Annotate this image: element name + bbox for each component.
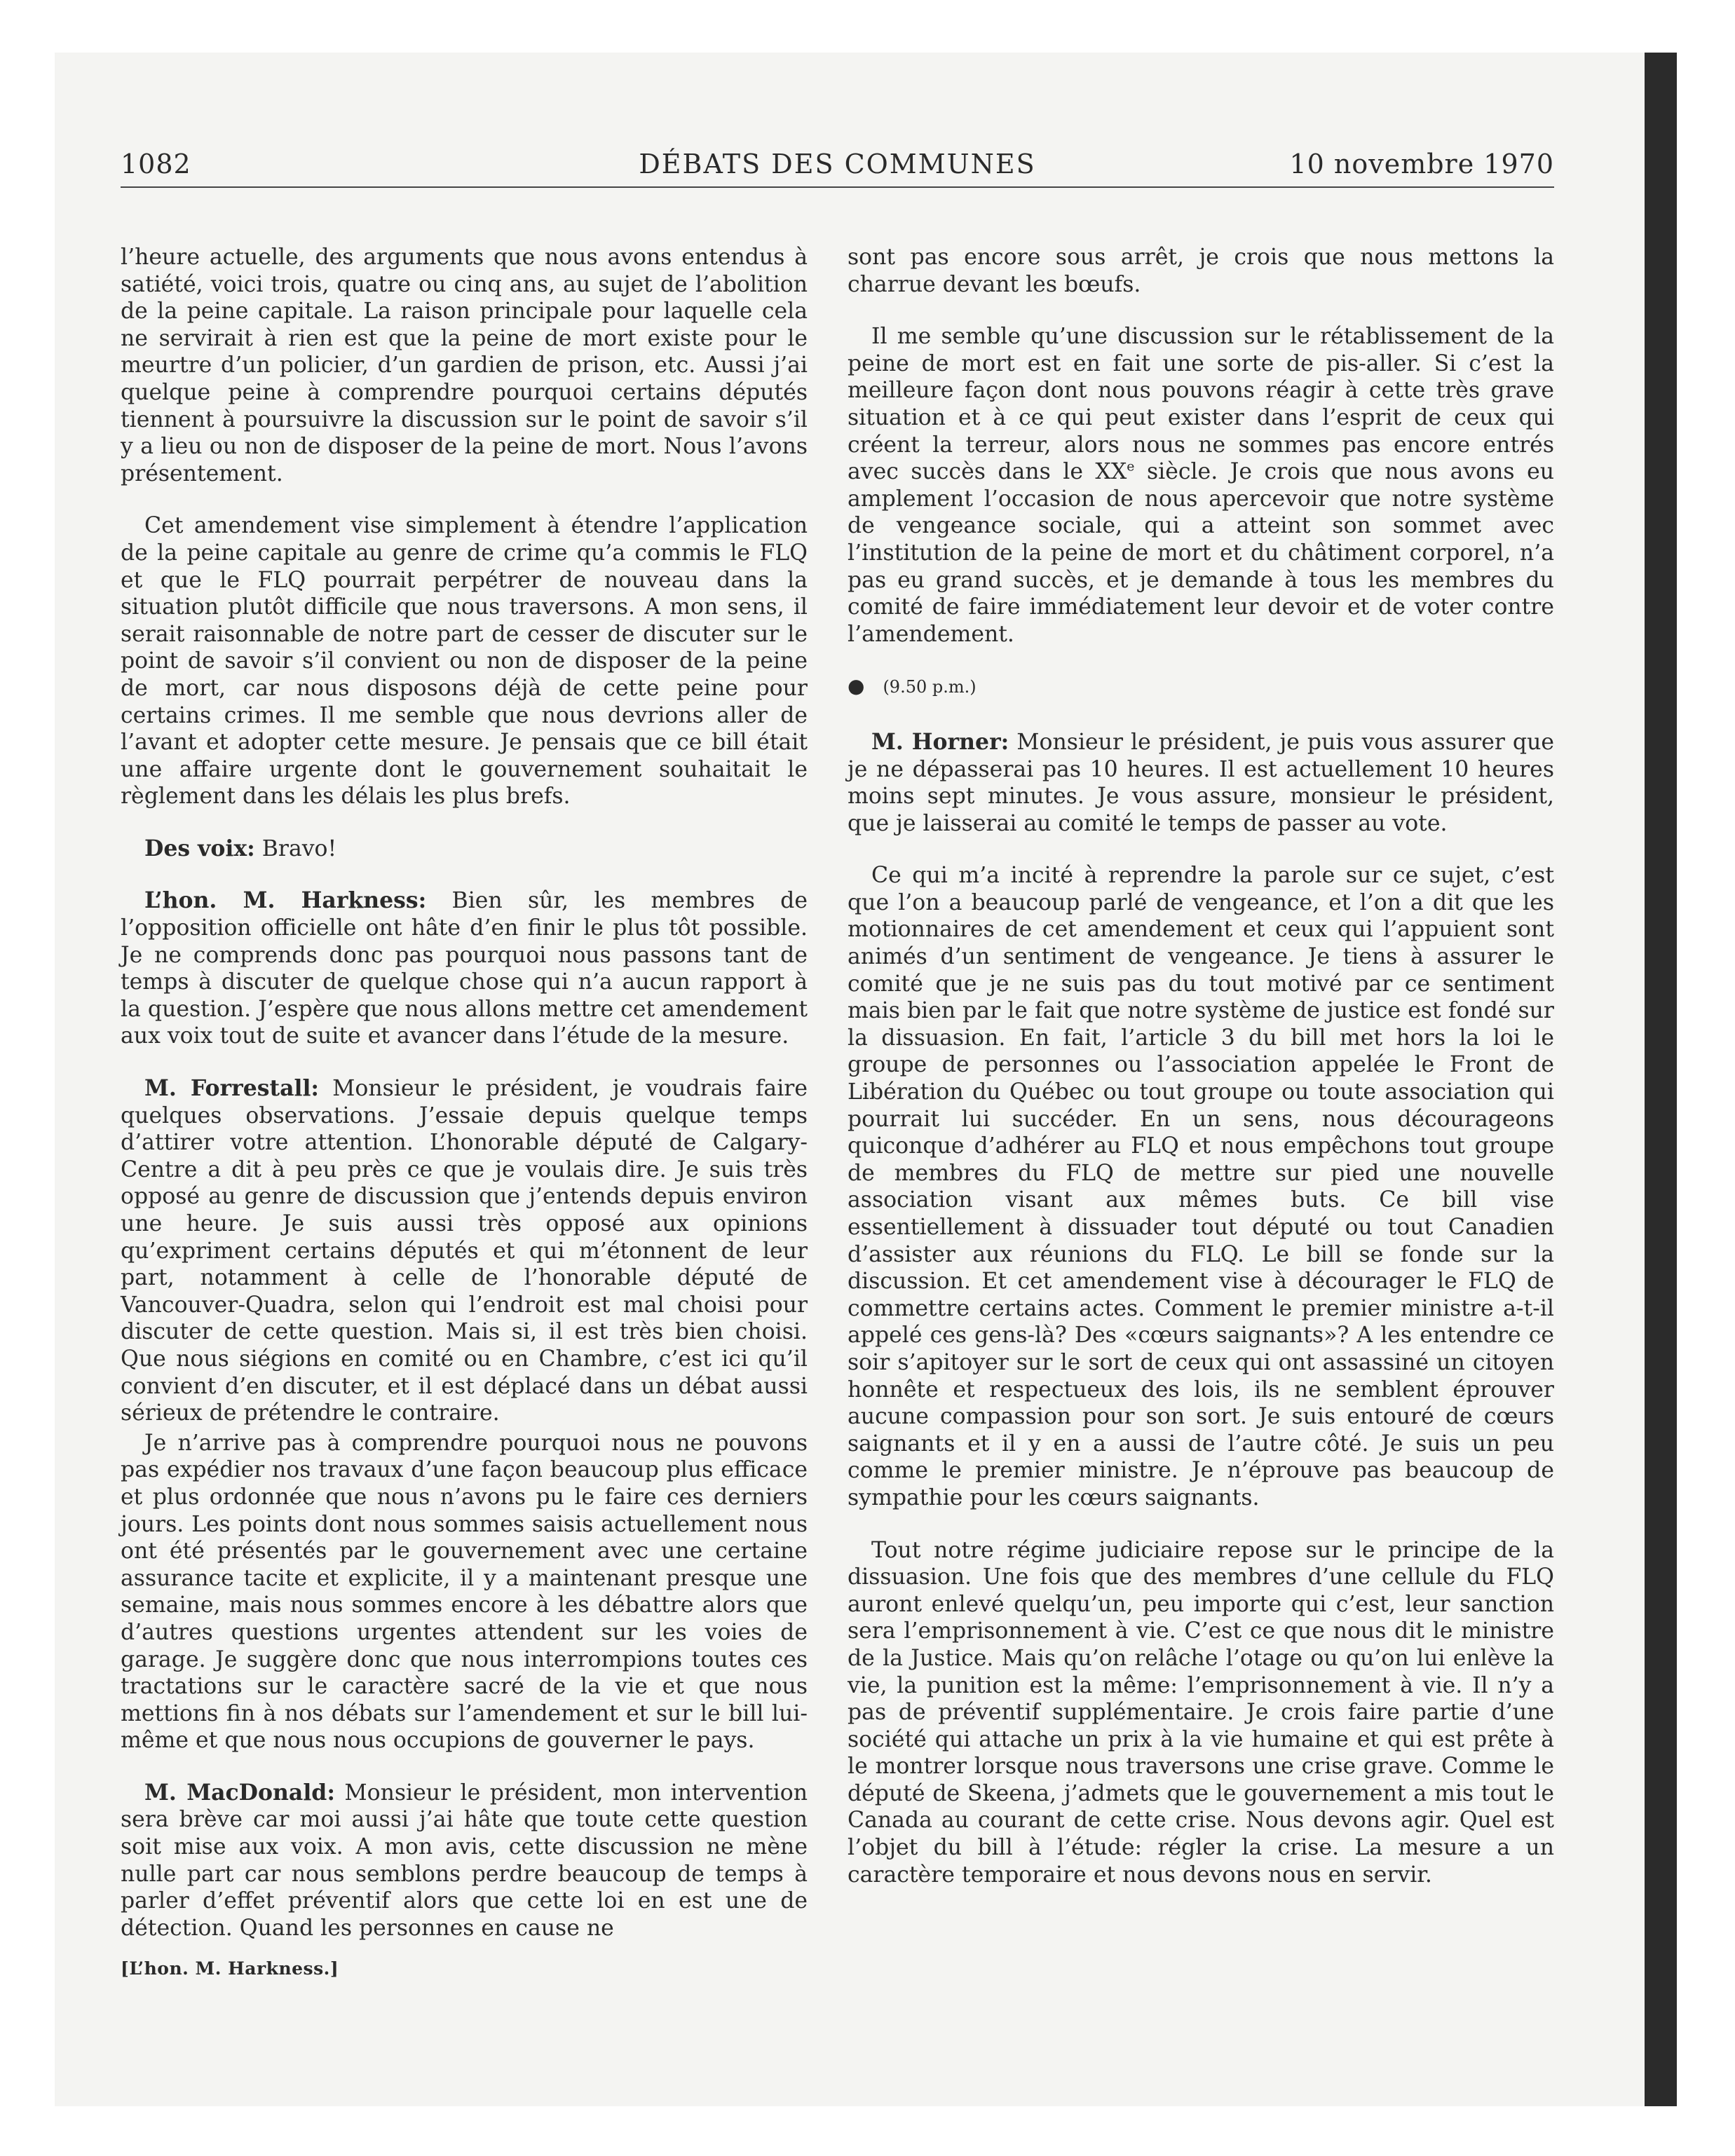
paragraph: Tout notre régime judiciaire repose sur le principe de la dissuasion. Une fois que des membres d’une cellule du FLQ auront enlevé quelqu’un, peu importe qui c’est, leur sanction sera l’emprisonnement à vie. C’est ce que nous dit le ministre de la Justice. Mais qu’on relâche l’otage ou qu’on lui enlève la vie, la punition est la même: l’emprisonnement à vie. Il n’y a pas de préventif supplémentaire. Je crois faire partie d’une société qui attache un prix à la vie humaine et qui est prête à le montrer lorsque nous traversons une crise grave. Comme le député de Skeena, j’admets que le gouvernement a mis tout le Canada au courant de cette crise. Nous devons agir. Quel est l’objet du bill à l’étude: régler la crise. La mesure a un caractère temporaire et nous devons nous en servir.	[848, 1537, 1554, 1888]
speech-text: Monsieur le président, mon intervention sera brève car moi aussi j’ai hâte que toute cette question soit mise aux voix. A mon avis, cette discussion ne mène nulle part car nous semblons perdre beaucoup de temps à parler d’effet préventif alors que cette loi en est une de détection. Quand les personnes en cause ne	[121, 1780, 808, 1941]
right-column	[848, 244, 1554, 1913]
left-column	[121, 244, 808, 2008]
superscript: e	[1127, 458, 1135, 475]
scan-margin	[0, 0, 55, 2156]
journal-title: DÉBATS DES COMMUNES	[639, 149, 1036, 179]
paragraph	[848, 323, 1554, 648]
page-header	[121, 149, 1554, 185]
bullet-icon: ●	[848, 674, 865, 698]
page-number: 1082	[121, 149, 191, 179]
header-rule	[121, 186, 1554, 188]
timestamp: (9.50 p.m.)	[883, 677, 977, 697]
speech-text: Monsieur le président, je voudrais faire quelques observations. J’essaie depuis quelque temps d’attirer votre attention. L’honorable député de Calgary-Centre a dit à peu près ce que je voulais dire. Je suis très opposé au genre de discussion que j’entends depuis environ une heure. Je suis aussi très opposé aux opinions qu’expriment certains députés et qui m’étonnent de leur part, notamment à celle de l’honorable député de Vancouver-Quadra, selon qui l’endroit est mal choisi pour discuter de cette question. Mais si, il est très bien choisi. Que nous siégions en comité ou en Chambre, c’est ici qu’il convient d’en discuter, et il est déplacé dans un débat aussi sérieux de prétendre le contraire.	[121, 1076, 808, 1426]
paragraph	[121, 835, 808, 863]
page-date: 10 novembre 1970	[1289, 149, 1554, 179]
paragraph: Je n’arrive pas à comprendre pourquoi nous ne pouvons pas expédier nos travaux d’une façon beaucoup plus efficace et plus ordonnée que nous n’avons pu le faire ces derniers jours. Les points dont nous sommes saisis actuellement nous ont été présentés par le gouvernement avec une certaine assurance tacite et explicite, il y a maintenant presque une semaine, mais nous sommes encore à les débattre alors que d’autres questions urgentes attendent sur les voies de garage. Je suggère donc que nous interrompions toutes ces tractations sur le caractère sacré de la vie et que nous mettions fin à nos débats sur l’amendement et sur le bill lui-même et que nous nous occupions de gouverner le pays.	[121, 1430, 808, 1754]
scan-edge-bar	[1645, 53, 1677, 2106]
speech-text: Bravo!	[254, 835, 337, 861]
paragraph: l’heure actuelle, des arguments que nous avons entendus à satiété, voici trois, quatre ou cinq ans, au sujet de l’abolition de la peine capitale. La raison principale pour laquelle cela ne servirait à rien est que la peine de mort existe pour le meurtre d’un policier, d’un gardien de prison, etc. Aussi j’ai quelque peine à comprendre pourquoi certains députés tiennent à poursuivre la discussion sur le point de savoir s’il y a lieu ou non de disposer de la peine de mort. Nous l’avons présentement.	[121, 245, 808, 486]
speaker-name: M. Horner:	[871, 728, 1009, 755]
paragraph: Cet amendement vise simplement à étendre l’application de la peine capitale au genre de crime qu’a commis le FLQ et que le FLQ pourrait perpétrer de nouveau dans la situation plutôt difficile que nous traversons. A mon sens, il serait raisonnable de notre part de cesser de discuter sur le point de savoir s’il convient ou non de disposer de la peine de mort, car nous disposons déjà de cette peine pour certains crimes. Il me semble que nous devrions aller de l’avant et adopter cette mesure. Je pensais que ce bill était une affaire urgente dont le gouvernement souhaitait le règlement dans les délais les plus brefs.	[121, 513, 808, 810]
paragraph-text: siècle. Je crois que nous avons eu amplement l’occasion de nous apercevoir que notre système de vengeance sociale, qui a atteint son sommet avec l’institution de la peine de mort et du châtiment corporel, n’a pas eu grand succès, et je demande à tous les membres du comité de faire immédiatement leur devoir et de voter contre l’amendement.	[848, 459, 1554, 647]
speaker-name: Des voix:	[144, 835, 255, 861]
paragraph	[121, 887, 808, 1050]
paragraph	[848, 729, 1554, 837]
paragraph-text: Il me semble qu’une discussion sur le rétablissement de la peine de mort est en fait une sorte de pis-aller. Si c’est la meilleure façon dont nous pouvons réagir à cette très grave situation et à ce qui peut exister dans l’esprit de ceux qui créent la terreur, alors nous ne sommes pas encore entrés avec succès dans le XX	[848, 324, 1554, 485]
time-marker	[848, 673, 1554, 701]
paragraph	[121, 1780, 808, 1942]
paragraph	[121, 1075, 808, 1427]
speaker-name: L’hon. M. Harkness:	[144, 887, 427, 914]
paragraph: sont pas encore sous arrêt, je crois que nous mettons la charrue devant les bœufs.	[848, 245, 1554, 297]
speaker-name: M. MacDonald:	[144, 1779, 335, 1806]
speech-text: Bien sûr, les membres de l’opposition officielle ont hâte d’en finir le plus tôt possible. Je ne comprends donc pas pourquoi nous passons tant de temps à discuter de quelque chose qui n’a aucun rapport à la question. J’espère que nous allons mettre cet amendement aux voix tout de suite et avancer dans l’étude de la mesure.	[121, 888, 808, 1049]
speaker-attribution: [L’hon. M. Harkness.]	[121, 1958, 339, 1979]
speaker-name: M. Forrestall:	[144, 1075, 320, 1102]
speech-text: Monsieur le président, je puis vous assurer que je ne dépasserai pas 10 heures. Il est actuellement 10 heures moins sept minutes. Je vous assure, monsieur le président, que je laisserai au comité le temps de passer au vote.	[848, 729, 1555, 836]
paragraph: Ce qui m’a incité à reprendre la parole sur ce sujet, c’est que l’on a beaucoup parlé de vengeance, et l’on a dit que les motionnaires de cet amendement et ceux qui l’appuient sont animés d’un sentiment de vengeance. Je tiens à assurer le comité que je ne suis pas du tout motivé par ce sentiment mais bien par le fait que notre système de justice est fondé sur la dissuasion. En fait, l’article 3 du bill met hors la loi le groupe de personnes ou l’association appelée le Front de Libération du Québec ou tout groupe ou toute association qui pourrait lui succéder. En un sens, nous décourageons quiconque d’adhérer au FLQ et nous empêchons tout groupe de membres du FLQ de mettre sur pied une nouvelle association visant aux mêmes buts. Ce bill vise essentiellement à dissuader tout député ou tout Canadien d’assister aux réunions du FLQ. Le bill se fonde sur la discussion. Et cet amendement vise à décourager le FLQ de commettre certains actes. Comment le premier ministre a-t-il appelé ces gens-là? Des «cœurs saignants»? A les entendre ce soir s’apitoyer sur le sort de ceux qui ont assassiné un citoyen honnête et respectueux des lois, ils ne semblent éprouver aucune compassion pour son sort. Je suis entouré de cœurs saignants et il y en a aussi de l’autre côté. Je suis un peu comme le premier ministre. Je n’éprouve pas beaucoup de sympathie pour les cœurs saignants.	[848, 863, 1554, 1510]
